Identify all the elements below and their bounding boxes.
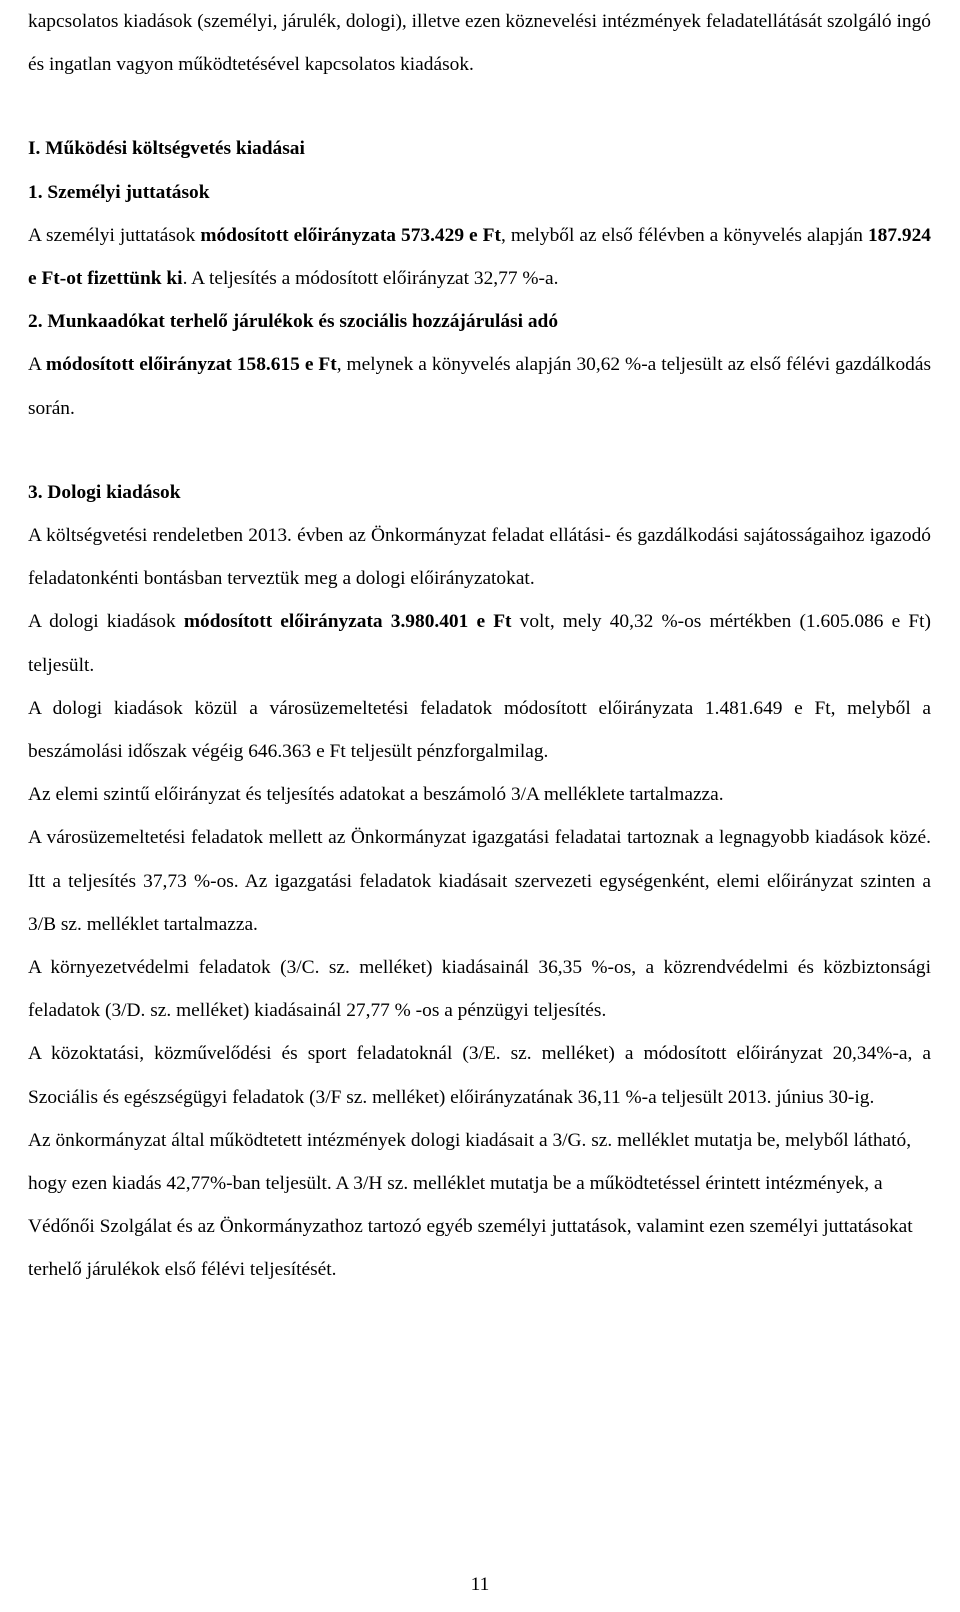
paragraph-dologi-5: A városüzemeltetési feladatok mellett az Önkormányzat igazgatási feladatai tartoznak a legnagyobb kiadások közé. Itt a teljesítés 37,73 %-os. Az igazgatási feladatok kiadásait szervezeti egységenként, elemi előirányzat szinten a 3/B sz. melléklet tartalmazza. (28, 827, 931, 935)
paragraph-dologi-7: A közoktatási, közművelődési és sport feladatoknál (3/E. sz. melléket) a módosított előirányzat 20,34%-a, a Szociális és egészségügyi feladatok (3/F sz. melléket) előirányzatának 36,11 %-a teljesült 2013. június 30-ig. (28, 1043, 931, 1108)
heading-munkaado-jarulekok: 2. Munkaadókat terhelő járulékok és szociális hozzájárulási adó (28, 311, 559, 333)
paragraph-dologi-3: A dologi kiadások közül a városüzemeltetési feladatok módosított előirányzata 1.481.649 e Ft, melyből a beszámolási időszak végéig 646.363 e Ft teljesült pénzforgalmilag. (28, 697, 931, 763)
paragraph-munkaado-jarulekok (28, 343, 931, 429)
intro-paragraph: kapcsolatos kiadások (személyi, járulék, dologi), illetve ezen köznevelési intézmények feladatellátását szolgáló ingó és ingatlan vagyon működtetésével kapcsolatos kiadások. (28, 11, 931, 76)
paragraph-dologi-8: Az önkormányzat által működtetett intézmények dologi kiadásait a 3/G. sz. melléklet mutatja be, melyből látható, hogy ezen kiadás 42,77%-ban teljesült. A 3/H sz. melléklet mutatja be a működtetéssel érintett intézmények, a Védőnői Szolgálat és az Önkormányzathoz tartozó egyéb személyi juttatások, valamint ezen személyi juttatásokat terhelő járulékok első félévi teljesítését. (28, 1129, 913, 1281)
paragraph-dologi-4: Az elemi szintű előirányzat és teljesítés adatokat a beszámoló 3/A melléklete tartalmazza. (28, 784, 724, 806)
bold-run: 187.924 e Ft-ot fizettünk ki (28, 224, 931, 290)
text-run: A (28, 354, 46, 376)
text-run: . A teljesítés a módosított előirányzat 32,77 %-a. (182, 268, 559, 290)
paragraph-szemelyi-juttatasok (28, 214, 931, 300)
text-run: , melyből az első félévben a könyvelés alapján (500, 224, 868, 246)
text-run: A dologi kiadások (28, 611, 184, 633)
heading-szemelyi-juttatasok: 1. Személyi juttatások (28, 181, 210, 203)
text-run: , melynek a könyvelés alapján 30,62 %-a teljesült az első félévi gazdálkodás során. (28, 354, 931, 419)
document-page (28, 0, 931, 1292)
paragraph-dologi-6: A környezetvédelmi feladatok (3/C. sz. melléket) kiadásainál 36,35 %-os, a közrendvédelmi és közbiztonsági feladatok (3/D. sz. melléket) kiadásainál 27,77 % -os a pénzügyi teljesítés. (28, 957, 931, 1022)
paragraph-dologi-2 (28, 600, 931, 686)
heading-dologi-kiadasok: 3. Dologi kiadások (28, 481, 181, 503)
paragraph-dologi-1: A költségvetési rendeletben 2013. évben az Önkormányzat feladat ellátási- és gazdálkodási sajátosságaihoz igazodó feladatonkénti bontásban terveztük meg a dologi előirányzatokat. (28, 525, 931, 590)
section-title: I. Működési költségvetés kiadásai (28, 138, 305, 160)
text-run: volt, mely 40,32 %-os mértékben (1.605.086 e Ft) teljesült. (28, 611, 931, 676)
text-run: A személyi juttatások (28, 224, 201, 246)
page-number: 11 (470, 1574, 490, 1595)
bold-run: módosított előirányzata 573.429 e Ft (200, 224, 501, 246)
bold-run: módosított előirányzat 158.615 e Ft (45, 354, 337, 376)
bold-run: módosított előirányzata 3.980.401 e Ft (183, 611, 512, 633)
